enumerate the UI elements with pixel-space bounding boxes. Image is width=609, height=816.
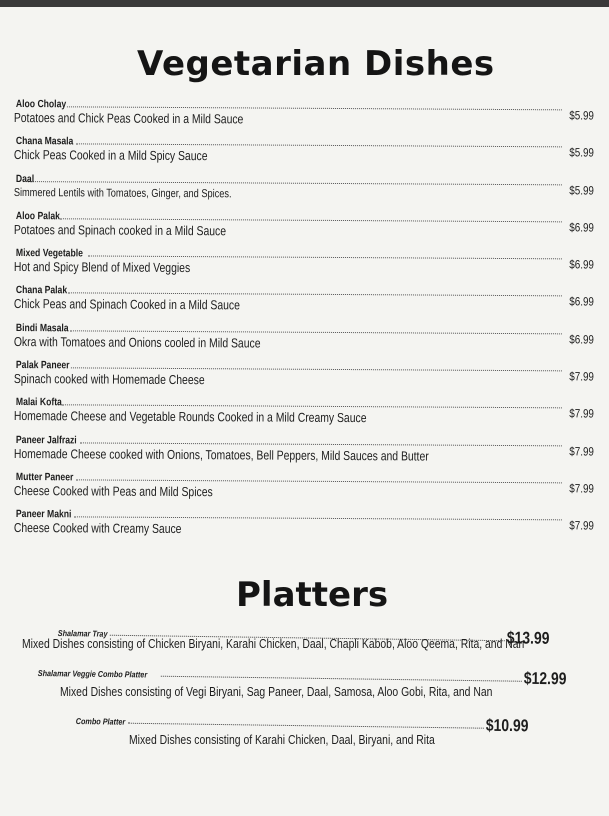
dish-price: $6.99 <box>569 220 594 235</box>
dish-description: Homemade Cheese cooked with Onions, Tomatoes, Bell Peppers, Mild Sauces and Butter <box>13 445 429 464</box>
dish-name: Paneer Makni <box>15 508 72 521</box>
dish-price: $7.99 <box>569 518 594 533</box>
dish-price: $7.99 <box>569 406 594 421</box>
dotted-leader <box>60 217 562 222</box>
dish-name: Aloo Palak <box>15 209 60 223</box>
dotted-leader <box>88 255 562 260</box>
dish-price: $5.99 <box>569 145 594 160</box>
dish-description: Okra with Tomatoes and Onions cooled in Mild Sauce <box>13 333 261 351</box>
dotted-leader <box>80 441 562 446</box>
platter-price: $10.99 <box>485 715 529 736</box>
dish-item <box>14 355 594 396</box>
dish-name: Malai Kofta <box>15 396 62 409</box>
dish-name: Chana Palak <box>15 284 68 297</box>
dish-description: Homemade Cheese and Vegetable Rounds Cooked in a Mild Creamy Sauce <box>13 408 367 426</box>
platter-description: Mixed Dishes consisting of Vegi Biryani, Sag Paneer, Daal, Samosa, Aloo Gobi, Rita, and Nan <box>60 684 493 699</box>
platter-description: Mixed Dishes consisting of Karahi Chicken, Daal, Biryani, and Rita <box>129 732 435 747</box>
platter-item <box>75 710 532 736</box>
dish-price: $6.99 <box>569 294 594 310</box>
dish-description: Chick Peas Cooked in a Mild Spicy Sauce <box>13 147 208 164</box>
dish-description: Spinach cooked with Homemade Cheese <box>13 371 205 388</box>
platters-section-title: Platters <box>236 575 389 615</box>
dish-description: Potatoes and Chick Peas Cooked in a Mild Sauce <box>13 109 244 127</box>
vegetarian-section-title: Vegetarian Dishes <box>137 44 495 84</box>
dish-price: $6.99 <box>569 332 594 347</box>
dish-description: Cheese Cooked with Peas and Mild Spices <box>13 482 213 500</box>
dotted-leader <box>76 478 562 483</box>
dish-description: Hot and Spicy Blend of Mixed Veggies <box>13 259 191 276</box>
dish-name: Paneer Jalfrazi <box>15 433 77 447</box>
dish-item <box>14 430 594 471</box>
dish-description: Simmered Lentils with Tomatoes, Ginger, and Spices. <box>13 186 232 200</box>
dotted-leader <box>70 329 562 334</box>
dish-price: $5.99 <box>569 108 594 123</box>
platter-description: Mixed Dishes consisting of Chicken Biryani, Karahi Chicken, Daal, Chapli Kabob, Aloo Qeema, Rita, and Nan <box>22 636 525 651</box>
dish-item <box>14 318 594 359</box>
dish-price: $5.99 <box>569 182 594 198</box>
dish-description: Chick Peas and Spinach Cooked in a Mild Sauce <box>13 296 240 313</box>
platter-price: $13.99 <box>506 628 550 648</box>
platter-price: $12.99 <box>523 668 567 689</box>
dish-name: Daal <box>15 172 35 185</box>
dotted-leader <box>160 676 521 682</box>
dish-price: $7.99 <box>569 444 594 459</box>
dish-price: $7.99 <box>569 369 594 384</box>
dish-item <box>14 504 594 545</box>
platter-name: Shalamar Tray <box>57 627 108 639</box>
platter-name: Shalamar Veggie Combo Platter <box>37 667 148 680</box>
dish-description: Potatoes and Spinach cooked in a Mild Sauce <box>13 221 227 239</box>
vegetarian-dish-list <box>14 94 594 542</box>
dish-item <box>14 131 594 172</box>
dish-name: Palak Paneer <box>15 359 70 372</box>
dish-name: Mutter Paneer <box>15 470 74 484</box>
dish-item <box>14 94 594 135</box>
dish-price: $7.99 <box>569 481 594 496</box>
dish-item <box>14 243 594 284</box>
dish-price: $6.99 <box>569 257 594 272</box>
dotted-leader <box>71 366 562 371</box>
dish-name: Mixed Vegetable <box>15 247 83 260</box>
dish-name: Bindi Masala <box>15 321 69 335</box>
platter-item <box>37 662 572 689</box>
dish-item <box>14 467 594 508</box>
dish-item <box>14 169 594 210</box>
dotted-leader <box>28 180 562 185</box>
dotted-leader <box>67 105 562 110</box>
dish-item <box>14 206 594 247</box>
dotted-leader <box>128 723 484 729</box>
dish-name: Aloo Cholay <box>15 98 67 111</box>
dish-description: Cheese Cooked with Creamy Sauce <box>13 520 182 537</box>
platter-name: Combo Platter <box>75 715 126 727</box>
dish-name: Chana Masala <box>15 135 74 148</box>
dish-item <box>14 392 594 433</box>
dish-item <box>14 280 594 321</box>
